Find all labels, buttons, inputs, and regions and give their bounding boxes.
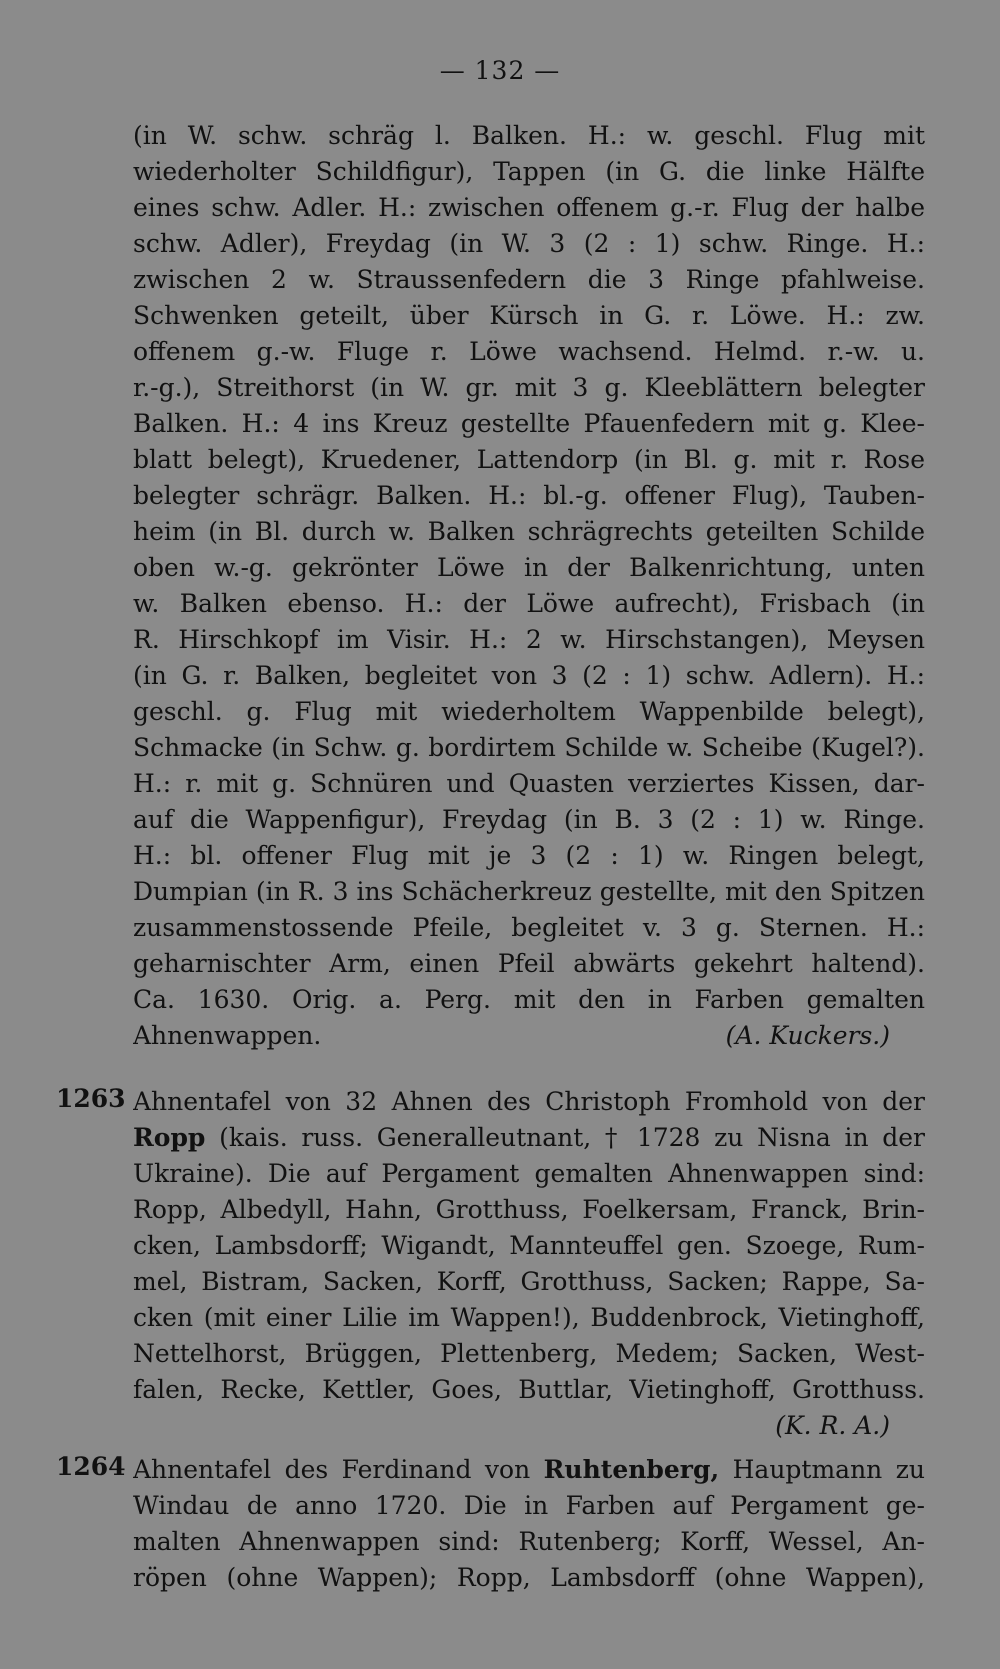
attribution-line: [133, 1408, 925, 1444]
text-line: oben w.-g. gekrönter Löwe in der Balkenrichtung, unten: [133, 553, 925, 582]
text-line: zwischen 2 w. Straussenfedern die 3 Ringe pfahlweise.: [133, 265, 925, 294]
text-line: Ropp, Albedyll, Hahn, Grotthuss, Foelkersam, Franck, Brin-: [133, 1195, 925, 1224]
text-line: Windau de anno 1720. Die in Farben auf Pergament ge-: [133, 1491, 925, 1520]
text-line: offenem g.-w. Fluge r. Löwe wachsend. Helmd. r.-w. u.: [133, 337, 925, 366]
page-number: — 132 —: [439, 56, 561, 85]
text-line: Nettelhorst, Brüggen, Plettenberg, Medem; Sacken, West-: [133, 1339, 925, 1368]
text-line: cken, Lambsdorff; Wigandt, Mannteuffel gen. Szoege, Rum-: [133, 1231, 925, 1260]
text-line: Dumpian (in R. 3 ins Schächerkreuz gestellte, mit den Spitzen: [133, 877, 925, 906]
entry-1264: [133, 1452, 925, 1596]
text-segment: Hauptmann zu: [719, 1455, 925, 1484]
surname-bold: Ropp: [133, 1123, 206, 1152]
text-line-with-attribution: [133, 1018, 925, 1054]
text-line: r.-g.), Streithorst (in W. gr. mit 3 g. Kleeblättern belegter: [133, 373, 925, 402]
entry-continuation: [133, 118, 925, 1054]
text-line: H.: bl. offener Flug mit je 3 (2 : 1) w. Ringen belegt,: [133, 841, 925, 870]
text-line: belegter schrägr. Balken. H.: bl.-g. offener Flug), Tauben-: [133, 481, 925, 510]
text-line: blatt belegt), Kruedener, Lattendorp (in Bl. g. mit r. Rose: [133, 445, 925, 474]
text-line: Ahnentafel von 32 Ahnen des Christoph Fromhold von der: [133, 1087, 925, 1116]
text-line: wiederholter Schildfigur), Tappen (in G. die linke Hälfte: [133, 157, 925, 186]
text-segment: Ahnentafel des Ferdinand von: [133, 1455, 544, 1484]
text-line: Ukraine). Die auf Pergament gemalten Ahnenwappen sind:: [133, 1159, 925, 1188]
source-attribution: (A. Kuckers.): [725, 1021, 890, 1050]
text-line: Balken. H.: 4 ins Kreuz gestellte Pfauenfedern mit g. Klee-: [133, 409, 925, 438]
text-line: Schwenken geteilt, über Kürsch in G. r. Löwe. H.: zw.: [133, 301, 925, 330]
text-line: heim (in Bl. durch w. Balken schrägrechts geteilten Schilde: [133, 517, 925, 546]
text-line: R. Hirschkopf im Visir. H.: 2 w. Hirschstangen), Meysen: [133, 625, 925, 654]
text-line: (in G. r. Balken, begleitet von 3 (2 : 1) schw. Adlern). H.:: [133, 661, 925, 690]
text-line: Ca. 1630. Orig. a. Perg. mit den in Farben gemalten: [133, 985, 925, 1014]
text-line: zusammenstossende Pfeile, begleitet v. 3 g. Sternen. H.:: [133, 913, 925, 942]
text-line: röpen (ohne Wappen); Ropp, Lambsdorff (ohne Wappen),: [133, 1563, 925, 1592]
text-line: falen, Recke, Kettler, Goes, Buttlar, Vietinghoff, Grotthuss.: [133, 1375, 925, 1404]
text-line: H.: r. mit g. Schnüren und Quasten verziertes Kissen, dar-: [133, 769, 925, 798]
entry-number: 1264: [56, 1452, 126, 1481]
entry-number: 1263: [56, 1084, 126, 1113]
text-line: [133, 1120, 925, 1156]
text-line: w. Balken ebenso. H.: der Löwe aufrecht), Frisbach (in: [133, 589, 925, 618]
text-line: (in W. schw. schräg l. Balken. H.: w. geschl. Flug mit: [133, 121, 925, 150]
text-line: geschl. g. Flug mit wiederholtem Wappenbilde belegt),: [133, 697, 925, 726]
text-line: eines schw. Adler. H.: zwischen offenem g.-r. Flug der halbe: [133, 193, 925, 222]
text-line: Schmacke (in Schw. g. bordirtem Schilde w. Scheibe (Kugel?).: [133, 733, 925, 762]
surname-bold: Ruhtenberg,: [543, 1455, 720, 1484]
text-line: cken (mit einer Lilie im Wappen!), Buddenbrock, Vietinghoff,: [133, 1303, 925, 1332]
text-line: auf die Wappenfigur), Freydag (in B. 3 (2 : 1) w. Ringe.: [133, 805, 925, 834]
entry-1263: [133, 1084, 925, 1444]
text-line: mel, Bistram, Sacken, Korff, Grotthuss, Sacken; Rappe, Sa-: [133, 1267, 925, 1296]
text-line: schw. Adler), Freydag (in W. 3 (2 : 1) schw. Ringe. H.:: [133, 229, 925, 258]
text-line: malten Ahnenwappen sind: Rutenberg; Korff, Wessel, An-: [133, 1527, 925, 1556]
text-line-end: Ahnenwappen.: [133, 1021, 322, 1050]
source-attribution: (K. R. A.): [775, 1411, 890, 1440]
text-line: geharnischter Arm, einen Pfeil abwärts gekehrt haltend).: [133, 949, 925, 978]
text-line: [133, 1452, 925, 1488]
text-segment: (kais. russ. Generalleutnant, † 1728 zu Nisna in der: [205, 1123, 925, 1152]
